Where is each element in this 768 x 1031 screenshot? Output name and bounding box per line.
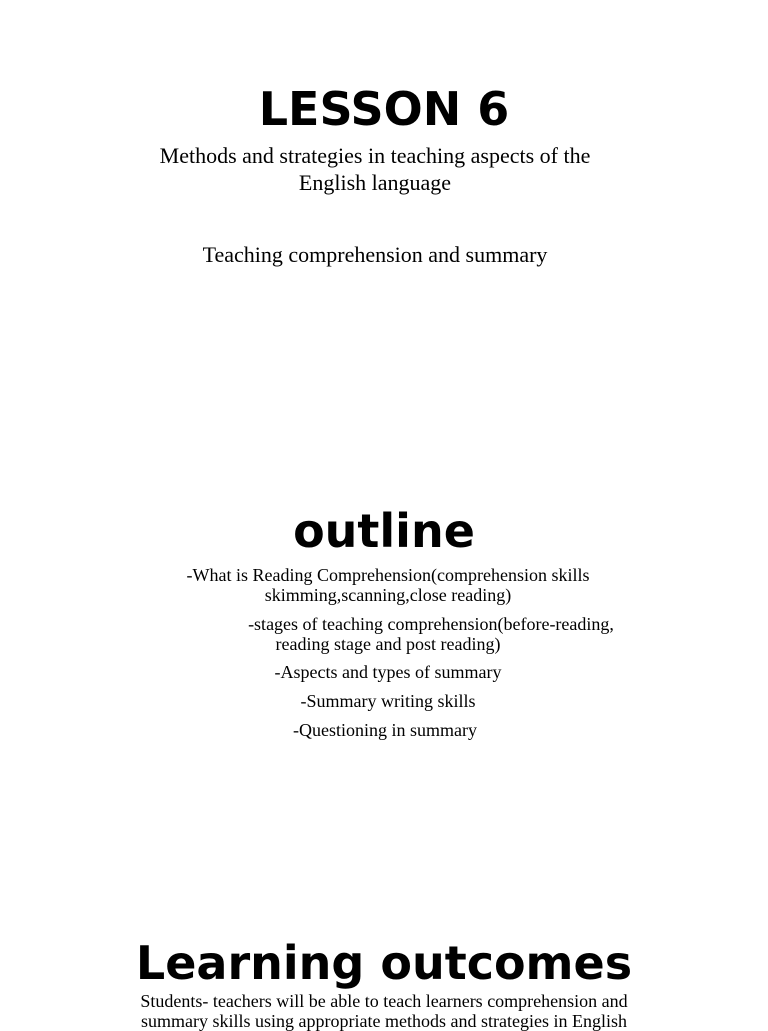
- outline-item-line: reading stage and post reading): [275, 634, 501, 654]
- outline-item-line: -Aspects and types of summary: [274, 662, 502, 682]
- outline-item-line: -What is Reading Comprehension(comprehension skills: [186, 565, 590, 585]
- outline-item-line: -stages of teaching comprehension(before-reading,: [248, 614, 614, 634]
- learning-outcomes-text-line2: summary skills using appropriate methods and strategies in English: [141, 1011, 627, 1031]
- outline-item-line: -Questioning in summary: [293, 720, 477, 740]
- learning-outcomes-title: Learning outcomes: [135, 936, 633, 990]
- outline-item-line: -Summary writing skills: [300, 691, 476, 711]
- learning-outcomes-text-line1: Students- teachers will be able to teach learners comprehension and: [140, 991, 628, 1011]
- lesson-topic: Teaching comprehension and summary: [202, 242, 548, 267]
- outline-title: outline: [293, 504, 475, 558]
- outline-item-line: skimming,scanning,close reading): [264, 585, 512, 605]
- lesson-title: LESSON 6: [258, 82, 510, 136]
- lesson-subtitle-line2: English language: [298, 170, 452, 195]
- lesson-subtitle-line1: Methods and strategies in teaching aspects of the: [159, 143, 591, 168]
